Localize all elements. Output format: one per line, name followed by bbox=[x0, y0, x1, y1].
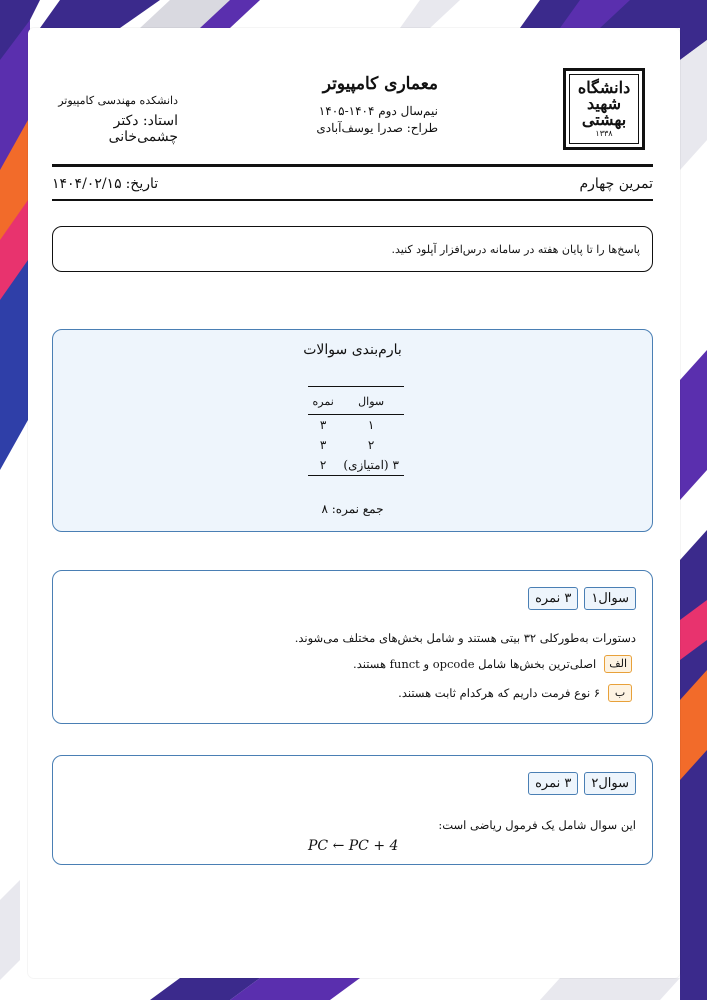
math-formula: PC ← PC + 4 bbox=[308, 838, 399, 854]
assignment-title: تمرین چهارم bbox=[579, 176, 653, 192]
question-part bbox=[398, 684, 636, 702]
professor-name: استاد: دکتر چشمی‌خانی bbox=[108, 113, 178, 145]
table-row bbox=[308, 415, 404, 436]
part-badge: الف bbox=[604, 655, 632, 673]
table-row bbox=[308, 435, 404, 455]
question-score: ۳ نمره bbox=[528, 587, 578, 610]
notice-text: پاسخ‌ها را تا پایان هفته در سامانه درس‌افزار آپلود کنید. bbox=[391, 242, 640, 256]
grading-total: جمع نمره: ۸ bbox=[321, 502, 384, 516]
question-part bbox=[353, 655, 636, 673]
course-title: معماری کامپیوتر bbox=[322, 74, 438, 94]
question-cell: ۲ bbox=[367, 438, 375, 452]
grading-table bbox=[308, 386, 404, 476]
score-cell: ۳ bbox=[319, 438, 327, 452]
part-text: ۶ نوع فرمت داریم که هرکدام ثابت هستند. bbox=[398, 686, 600, 700]
assignment-row bbox=[52, 172, 653, 196]
part-badge: ب bbox=[608, 684, 632, 702]
question-label: سوال۲ bbox=[584, 772, 636, 795]
course-info bbox=[258, 74, 438, 138]
logo-year: ۱۳۳۸ bbox=[595, 129, 613, 138]
question-cell: ۱ bbox=[367, 418, 375, 432]
logo-text-line: شهید bbox=[587, 94, 622, 113]
assignment-rule bbox=[52, 199, 653, 201]
column-header: سوال bbox=[358, 395, 385, 408]
designer: طراح: صدرا یوسف‌آبادی bbox=[316, 121, 438, 135]
question-text: این سوال شامل یک فرمول ریاضی است: bbox=[438, 818, 636, 832]
assignment-date bbox=[52, 176, 158, 192]
table-row bbox=[308, 455, 404, 476]
date-value: ۱۴۰۴/۰۲/۱۵ bbox=[52, 176, 122, 192]
question-box-1 bbox=[52, 570, 653, 724]
logo-text-line: بهشتی bbox=[581, 110, 627, 129]
column-header: نمره bbox=[312, 395, 334, 408]
grading-title: بارم‌بندی سوالات bbox=[303, 342, 402, 358]
question-label: سوال۱ bbox=[584, 587, 636, 610]
document-page bbox=[28, 28, 680, 978]
question-cell: ۳ (امتیازی) bbox=[343, 458, 399, 472]
part-text: اصلی‌ترین بخش‌ها شامل opcode و funct هستند. bbox=[353, 657, 597, 671]
score-cell: ۳ bbox=[319, 418, 327, 432]
university-logo bbox=[563, 68, 645, 150]
notice-box bbox=[52, 226, 653, 272]
logo-text-line: دانشگاه bbox=[577, 78, 631, 97]
question-text: دستورات به‌طورکلی ۳۲ بیتی هستند و شامل بخش‌های مختلف می‌شوند. bbox=[294, 631, 636, 645]
semester: نیم‌سال دوم ۱۴۰۴-۱۴۰۵ bbox=[318, 104, 438, 118]
score-cell: ۲ bbox=[319, 458, 327, 472]
question-score: ۳ نمره bbox=[528, 772, 578, 795]
header-rule bbox=[52, 164, 653, 167]
question-box-2 bbox=[52, 755, 653, 865]
department-info bbox=[48, 94, 178, 145]
grading-box bbox=[52, 329, 653, 532]
date-label: تاریخ: bbox=[125, 176, 159, 192]
department-name: دانشکده مهندسی کامپیوتر bbox=[58, 94, 178, 107]
